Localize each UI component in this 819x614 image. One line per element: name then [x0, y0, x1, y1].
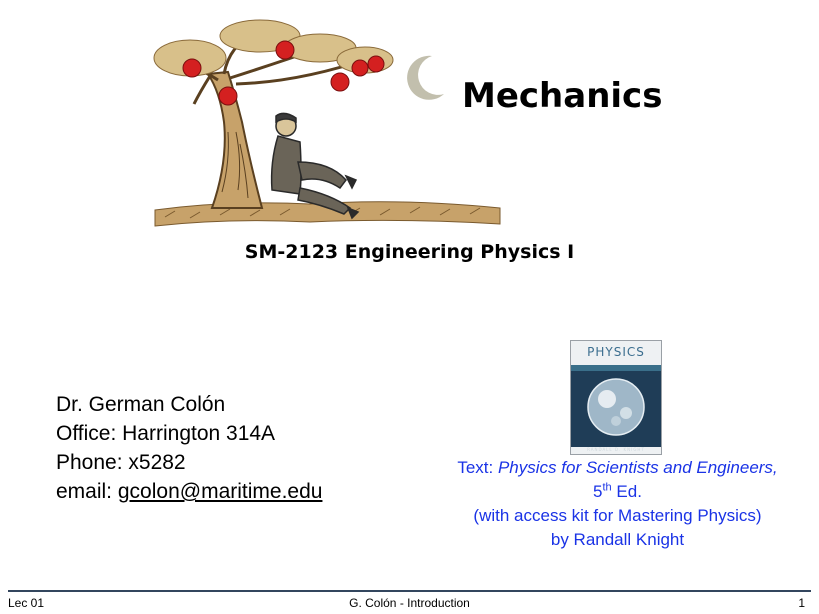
- edition-suffix: Ed.: [616, 482, 642, 501]
- instructor-phone: Phone: x5282: [56, 451, 186, 474]
- footer-author-topic: G. Colón - Introduction: [349, 596, 470, 610]
- textbook-title: Physics for Scientists and Engineers,: [497, 458, 778, 477]
- slide-title: Mechanics: [462, 76, 663, 116]
- apple: [183, 59, 201, 77]
- bubble-image: [571, 371, 661, 447]
- instructor-email-line: [56, 477, 322, 506]
- textbook-author: by Randall Knight: [550, 530, 685, 549]
- book-cover-author: RANDALL D. KNIGHT: [587, 447, 645, 452]
- footer-lecture: Lec 01: [8, 596, 45, 610]
- email-label: email:: [56, 480, 113, 503]
- course-title: SM-2123 Engineering Physics I: [244, 241, 575, 263]
- email-link[interactable]: gcolon@maritime.edu: [117, 480, 323, 503]
- instructor-info: [56, 390, 322, 506]
- apple: [368, 56, 384, 72]
- textbook-prefix: Text:: [457, 458, 494, 477]
- access-note: (with access kit for Mastering Physics): [473, 506, 762, 525]
- edition-number: 5: [593, 482, 603, 501]
- apple: [219, 87, 237, 105]
- newton-apple-tree-illustration: [150, 12, 510, 234]
- textbook-info: [420, 456, 815, 552]
- edition-ordinal: th: [602, 481, 612, 494]
- book-cover-title: PHYSICS: [587, 345, 645, 359]
- apple: [276, 41, 294, 59]
- apple: [331, 73, 349, 91]
- footer-divider: [8, 590, 811, 592]
- page-number: 1: [798, 596, 805, 610]
- apple: [352, 60, 368, 76]
- instructor-office: Office: Harrington 314A: [56, 422, 276, 445]
- textbook-edition-line: [420, 480, 815, 504]
- physics-book-cover: [570, 340, 662, 455]
- textbook-title-line: [420, 456, 815, 480]
- instructor-name: Dr. German Colón: [56, 393, 226, 416]
- crescent-moon-icon: [400, 52, 452, 104]
